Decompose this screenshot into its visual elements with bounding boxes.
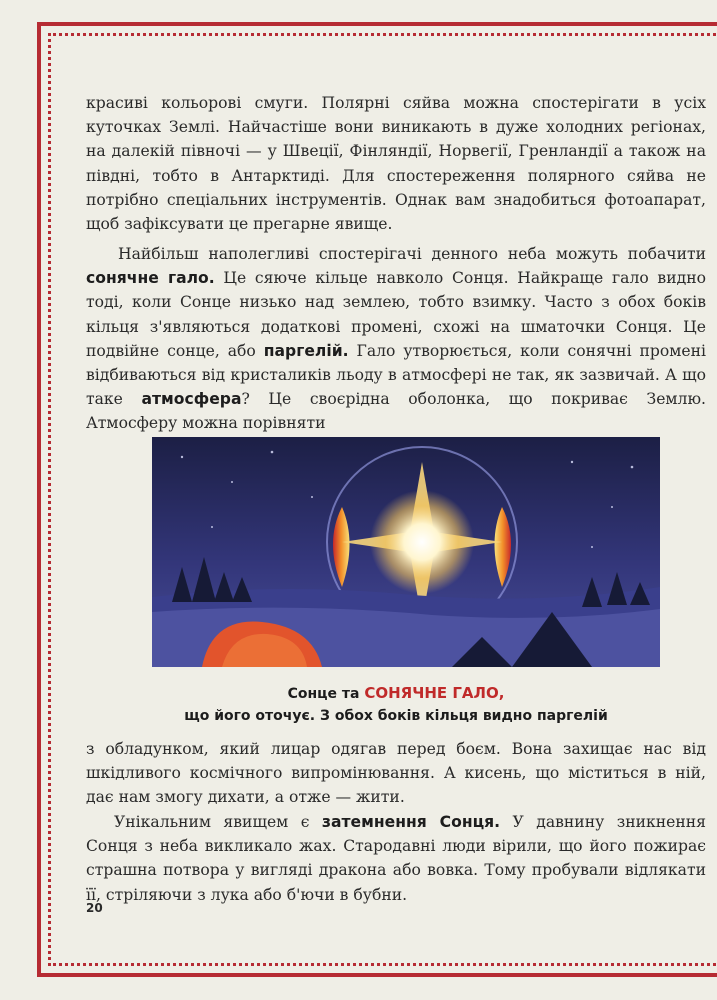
halo-text-b: Це сяюче кільце навколо Сонця. Найкраще гало видно тоді, коли Сонце низько над землею, тобто взимку. Часто з обох боків кільця з'являються додаткові промені, схожі на шматочки Сонця. Це подвійне сонце, або — [86, 269, 706, 360]
paragraph-eclipse — [86, 810, 706, 907]
term-atmosphere: атмосфера — [141, 390, 242, 409]
caption-highlight: СОНЯЧНЕ ГАЛО, — [364, 684, 505, 702]
paragraph-halo — [86, 242, 706, 436]
caption-text-a: Сонце та — [287, 686, 365, 702]
page-number: 20 — [86, 901, 103, 915]
solar-halo-illustration — [152, 437, 660, 667]
halo-text-d: ? Це своєрідна оболонка, що покриває Землю. Атмосферу можна порівняти — [86, 390, 706, 433]
caption-line-1 — [86, 682, 706, 705]
halo-text-a: Найбільш наполегливі спостерігачі денного неба можуть побачити — [118, 245, 706, 263]
term-solar-eclipse: затемнення Сонця. — [321, 813, 501, 831]
caption-line-2: що його оточує. З обох боків кільця видно паргелій — [184, 708, 608, 724]
paragraph-armor: з обладунком, який лицар одягав перед боєм. Вона захищає нас від шкідливого космічного випромінювання. А кисень, що міститься в ній, дає нам змогу дихати, а отже — жити. — [86, 740, 706, 807]
eclipse-text-b: У давнину зникнення Сонця з неба викликало жах. Стародавні люди вірили, що його пожирає страшна потвора у вигляді дракона або вовка. Тому пробували відлякати її, стріляючи з лука або б'ючи в бубни. — [86, 813, 706, 904]
illustration-caption — [86, 682, 706, 727]
halo-text-c: Гало утворюється, коли сонячні промені відбиваються від кристаликів льоду в атмосфері не так, як зазвичай. А що таке — [86, 341, 706, 409]
paragraph-aurora: красиві кольорові смуги. Полярні сяйва можна спостерігати в усіх куточках Землі. Найчастіше вони виникають в дуже холодних регіонах, на далекій півночі — у Швеції, Фінляндії, Норвегії, Гренландії а також на півдні, тобто в Антарктиді. Для спостереження полярного сяйва не потрібно спеціальних інструментів. Однак вам знадобиться фотоапарат, щоб зафіксувати це прегарне явище. — [86, 94, 706, 234]
eclipse-text-a: Унікальним явищем є — [114, 813, 322, 831]
term-parhelion: паргелій. — [263, 341, 349, 360]
term-solar-halo: сонячне гало. — [86, 269, 215, 288]
